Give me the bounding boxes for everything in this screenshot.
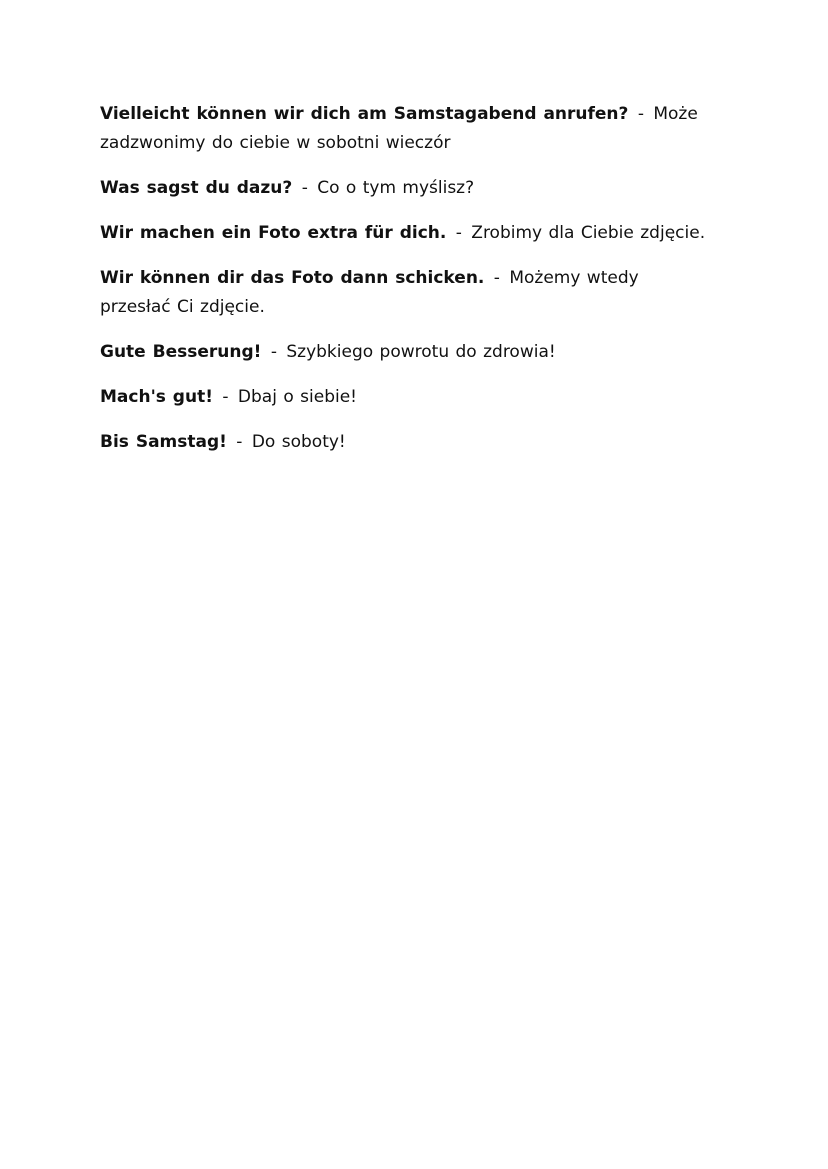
phrase-item bbox=[100, 428, 710, 457]
german-phrase: Wir machen ein Foto extra für dich. bbox=[100, 223, 447, 243]
polish-translation: Możemy wtedy przesłać Ci zdjęcie. bbox=[100, 268, 639, 317]
separator-dash: - bbox=[270, 342, 277, 362]
separator-dash: - bbox=[236, 432, 243, 452]
polish-translation: Dbaj o siebie! bbox=[237, 387, 357, 407]
german-phrase: Was sagst du dazu? bbox=[100, 178, 293, 198]
german-phrase: Mach's gut! bbox=[100, 387, 213, 407]
phrase-item bbox=[100, 264, 710, 322]
separator-dash: - bbox=[455, 223, 462, 243]
polish-translation: Co o tym myślisz? bbox=[317, 178, 475, 198]
separator-dash: - bbox=[637, 104, 644, 124]
german-phrase: Wir können dir das Foto dann schicken. bbox=[100, 268, 485, 288]
polish-translation: Szybkiego powrotu do zdrowia! bbox=[286, 342, 556, 362]
polish-translation: Do soboty! bbox=[251, 432, 346, 452]
german-phrase: Gute Besserung! bbox=[100, 342, 262, 362]
german-phrase: Vielleicht können wir dich am Samstagabend anrufen? bbox=[100, 104, 629, 124]
phrase-item bbox=[100, 219, 710, 248]
german-phrase: Bis Samstag! bbox=[100, 432, 227, 452]
separator-dash: - bbox=[301, 178, 308, 198]
phrase-list bbox=[100, 100, 710, 473]
phrase-item bbox=[100, 338, 710, 367]
phrase-item bbox=[100, 100, 710, 158]
separator-dash: - bbox=[493, 268, 500, 288]
phrase-item bbox=[100, 383, 710, 412]
separator-dash: - bbox=[222, 387, 229, 407]
polish-translation: Może zadzwonimy do ciebie w sobotni wieczór bbox=[100, 104, 698, 153]
phrase-item bbox=[100, 174, 710, 203]
polish-translation: Zrobimy dla Ciebie zdjęcie. bbox=[471, 223, 706, 243]
